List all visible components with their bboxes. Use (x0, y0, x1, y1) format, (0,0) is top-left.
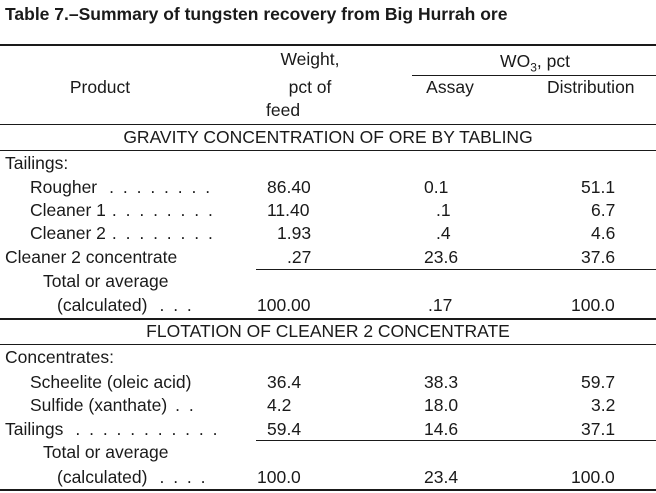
assay-value: 18.0 (424, 395, 459, 415)
distribution-value: 37.6 (581, 247, 616, 267)
product-name: Cleaner 2 concentrate (5, 247, 178, 267)
dot-leader: . . . . (159, 467, 208, 487)
total-label-line2: (calculated) . . . (57, 295, 194, 315)
section1-heading-rule (0, 150, 656, 151)
header-assay: Assay (426, 77, 474, 97)
header-product: Product (69, 77, 131, 97)
distribution-value: 100.0 (571, 467, 615, 487)
header-distribution: Distribution (547, 77, 635, 97)
assay-value: 23.4 (424, 467, 459, 487)
distribution-value: 51.1 (581, 177, 616, 197)
weight-value: .27 (287, 247, 312, 267)
wo3-prefix: WO (500, 51, 531, 71)
product-name: Sulfide (xanthate) . . (30, 395, 196, 415)
assay-value: 38.3 (424, 372, 459, 392)
section-heading: GRAVITY CONCENTRATION OF ORE BY TABLING (123, 127, 533, 147)
top-rule (0, 44, 656, 46)
dot-leader: . . . . . . . . (109, 177, 213, 197)
header-wo3 (440, 50, 630, 79)
weight-value: 86.40 (267, 177, 311, 197)
product-name: Scheelite (oleic acid) (30, 372, 192, 392)
weight-value: 4.2 (267, 395, 292, 415)
distribution-value: 6.7 (591, 200, 616, 220)
bottom-rule (0, 489, 656, 491)
distribution-value: 3.2 (591, 395, 616, 415)
distribution-value: 59.7 (581, 372, 616, 392)
weight-value: 100.00 (257, 295, 311, 315)
weight-value: 100.0 (257, 467, 301, 487)
table-title: Table 7.–Summary of tungsten recovery from Big Hurrah ore (5, 4, 508, 24)
weight-value: 59.4 (267, 419, 302, 439)
weight-value: 11.40 (267, 200, 310, 220)
dot-leader: . . . (159, 295, 194, 315)
weight-value: 1.93 (277, 223, 312, 243)
header-weight-line3: feed (266, 100, 301, 120)
weight-value: 36.4 (267, 372, 302, 392)
group-label: Concentrates: (5, 347, 114, 367)
wo3-subscript: 3 (530, 60, 537, 75)
dot-leader: . . . . . . . . (111, 223, 215, 243)
header-weight-line2: pct of (288, 77, 332, 97)
product-name: Cleaner 1 . . . . . . . . (30, 200, 215, 220)
product-name: Cleaner 2 . . . . . . . . (30, 223, 215, 243)
section-heading: FLOTATION OF CLEANER 2 CONCENTRATE (146, 321, 510, 341)
assay-value: .17 (428, 295, 453, 315)
total-label-line1: Total or average (43, 442, 169, 462)
section2-total-rule (256, 440, 656, 441)
assay-value: .4 (436, 223, 451, 243)
total-label-line1: Total or average (43, 271, 169, 291)
dot-leader: . . . . . . . . (111, 200, 215, 220)
dot-leader: . . . . . . . . . . . (75, 419, 220, 439)
distribution-value: 4.6 (591, 223, 616, 243)
assay-value: .1 (436, 200, 451, 220)
assay-value: 0.1 (424, 177, 449, 197)
total-label-line2: (calculated) . . . . (57, 467, 208, 487)
assay-value: 23.6 (424, 247, 459, 267)
distribution-value: 37.1 (581, 419, 616, 439)
product-name: Tailings . . . . . . . . . . . (5, 419, 220, 439)
product-name: Rougher . . . . . . . . (30, 177, 213, 197)
assay-value: 14.6 (424, 419, 459, 439)
header-weight-line1: Weight, (280, 49, 340, 69)
section1-total-rule (256, 269, 656, 270)
dot-leader: . . (175, 395, 196, 415)
distribution-value: 100.0 (571, 295, 615, 315)
wo3-suffix: , pct (536, 51, 570, 71)
group-label: Tailings: (5, 153, 69, 173)
header-rule (0, 124, 656, 125)
section2-heading-rule (0, 344, 656, 345)
